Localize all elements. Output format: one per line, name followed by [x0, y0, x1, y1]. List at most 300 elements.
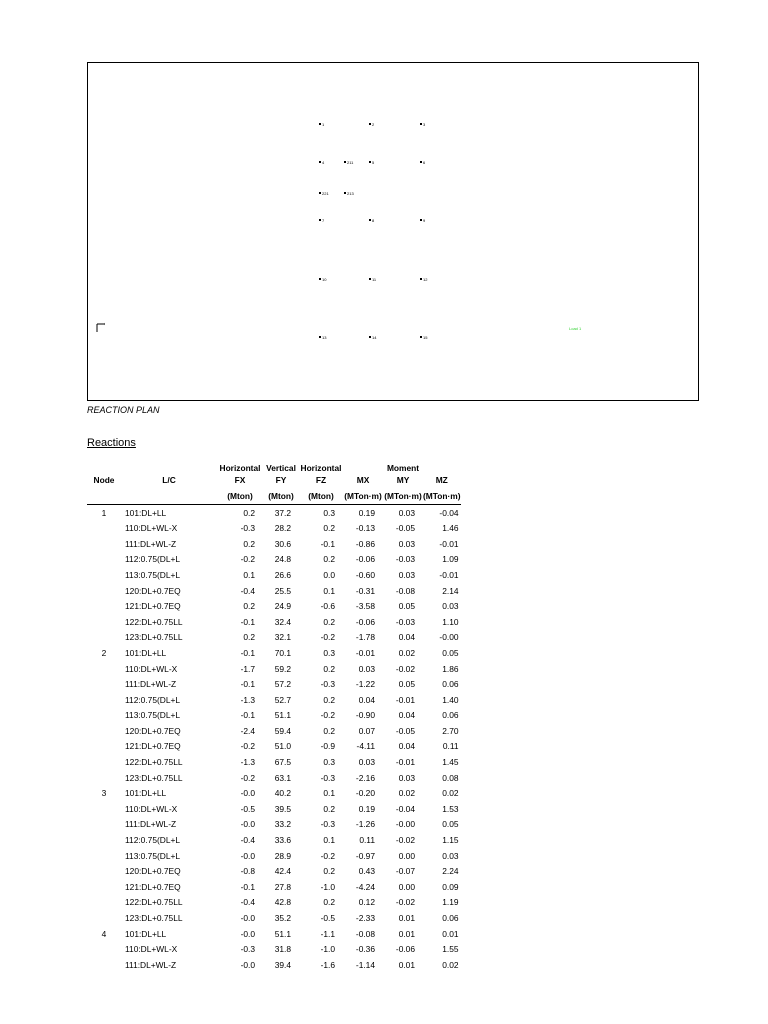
plan-node-label: 10	[322, 277, 327, 282]
fy-cell: 33.6	[274, 835, 291, 846]
plan-caption: REACTION PLAN	[87, 405, 160, 415]
my-cell: 0.03	[398, 569, 415, 580]
plan-node-marker	[369, 161, 374, 165]
fz-cell: 0.3	[323, 507, 335, 518]
mz-cell: 1.46	[442, 523, 459, 534]
mz-cell: 0.03	[442, 601, 459, 612]
load-case-cell: 111:DL+WL-Z	[125, 819, 177, 830]
node-dot-icon	[319, 192, 321, 194]
table-row	[87, 692, 461, 708]
table-row	[87, 739, 461, 755]
my-cell: 0.02	[398, 788, 415, 799]
node-cell	[87, 848, 121, 864]
fy-cell: 42.8	[274, 897, 291, 908]
node-cell	[87, 739, 121, 755]
header-group-horizontal-fz: Horizontal	[300, 462, 342, 473]
mx-cell: -0.01	[355, 647, 375, 658]
header-group-moment: Moment	[386, 462, 420, 473]
mz-cell: 1.86	[442, 663, 459, 674]
my-cell: -0.05	[395, 523, 415, 534]
my-cell: 0.03	[398, 538, 415, 549]
table-row	[87, 520, 461, 536]
fz-cell: 0.3	[323, 647, 335, 658]
mx-cell: -2.16	[355, 772, 375, 783]
reactions-table-body	[87, 504, 461, 972]
fx-cell: -0.1	[240, 710, 255, 721]
node-dot-icon	[369, 219, 371, 221]
node-cell	[87, 941, 121, 957]
load-case-cell: 101:DL+LL	[125, 507, 167, 518]
fx-cell: 0.2	[243, 601, 255, 612]
fx-cell: -1.3	[240, 694, 255, 705]
header-group-vertical: Vertical	[266, 462, 296, 473]
header-fz: FZ	[315, 475, 327, 486]
plan-node-marker	[369, 336, 376, 340]
my-cell: -0.06	[395, 944, 415, 955]
node-cell	[87, 754, 121, 770]
mx-cell: -1.26	[355, 819, 375, 830]
header-group-horizontal-fx: Horizontal	[219, 462, 261, 473]
load-case-cell: 120:DL+0.7EQ	[125, 866, 181, 877]
fz-cell: -1.1	[320, 928, 335, 939]
table-row	[87, 770, 461, 786]
load-case-cell: 123:DL+0.75LL	[125, 913, 183, 924]
plan-node-label: 7	[322, 218, 325, 223]
table-row	[87, 926, 461, 942]
load-case-cell: 101:DL+LL	[125, 647, 167, 658]
plan-node-label: 211	[347, 160, 354, 165]
fy-cell: 42.4	[274, 866, 291, 877]
fy-cell: 59.2	[274, 663, 291, 674]
table-row	[87, 895, 461, 911]
my-cell: 0.03	[398, 772, 415, 783]
plan-node-marker	[420, 336, 427, 340]
plan-node-marker	[319, 219, 324, 223]
fx-cell: 0.2	[243, 632, 255, 643]
table-row	[87, 785, 461, 801]
node-cell	[87, 567, 121, 583]
my-cell: -0.00	[395, 819, 415, 830]
header-label-row	[87, 473, 461, 489]
plan-node-marker	[319, 123, 324, 127]
fz-cell: 0.2	[323, 554, 335, 565]
fz-cell: 0.2	[323, 866, 335, 877]
fx-cell: -0.1	[240, 616, 255, 627]
mx-cell: -0.97	[355, 850, 375, 861]
fx-cell: 0.2	[243, 507, 255, 518]
my-cell: -0.02	[395, 663, 415, 674]
fx-cell: -0.2	[240, 554, 255, 565]
node-cell	[87, 630, 121, 646]
fx-cell: -0.1	[240, 679, 255, 690]
fy-cell: 33.2	[274, 819, 291, 830]
table-row	[87, 910, 461, 926]
my-cell: 0.05	[398, 679, 415, 690]
fy-cell: 31.8	[274, 944, 291, 955]
node-dot-icon	[344, 161, 346, 163]
mz-cell: 0.06	[442, 710, 459, 721]
fy-cell: 63.1	[274, 772, 291, 783]
table-row	[87, 723, 461, 739]
load-case-cell: 121:DL+0.7EQ	[125, 881, 181, 892]
load-case-cell: 122:DL+0.75LL	[125, 897, 183, 908]
fx-cell: 0.2	[243, 538, 255, 549]
fz-cell: -1.0	[320, 944, 335, 955]
my-cell: -0.01	[395, 694, 415, 705]
fz-cell: 0.2	[323, 725, 335, 736]
header-unit-row	[87, 488, 461, 504]
plan-node-label: 12	[423, 277, 428, 282]
mx-cell: -1.22	[355, 679, 375, 690]
node-cell	[87, 957, 121, 973]
table-row	[87, 848, 461, 864]
mz-cell: 1.19	[442, 897, 459, 908]
unit-fy: (Mton)	[263, 488, 299, 504]
mx-cell: -0.36	[355, 944, 375, 955]
node-cell: 3	[101, 788, 107, 799]
table-row	[87, 567, 461, 583]
node-cell	[87, 520, 121, 536]
header-lc: L/C	[162, 475, 176, 486]
table-row	[87, 801, 461, 817]
my-cell: 0.01	[398, 913, 415, 924]
table-row	[87, 630, 461, 646]
fz-cell: 0.3	[323, 757, 335, 768]
node-dot-icon	[319, 219, 321, 221]
mz-cell: -0.04	[439, 507, 459, 518]
mx-cell: -1.14	[355, 959, 375, 970]
plan-node-label: 221	[322, 191, 329, 196]
node-cell	[87, 817, 121, 833]
fx-cell: -0.4	[240, 835, 255, 846]
table-row	[87, 661, 461, 677]
table-row	[87, 941, 461, 957]
load-case-cell: 110:DL+WL-X	[125, 944, 178, 955]
mx-cell: -0.86	[355, 538, 375, 549]
mz-cell: 1.53	[442, 803, 459, 814]
fy-cell: 27.8	[274, 881, 291, 892]
fy-cell: 70.1	[274, 647, 291, 658]
fx-cell: -0.2	[240, 741, 255, 752]
load-case-cell: 120:DL+0.7EQ	[125, 725, 181, 736]
fy-cell: 39.5	[274, 803, 291, 814]
plan-node-label: 15	[423, 335, 428, 340]
node-cell	[87, 801, 121, 817]
fz-cell: 0.2	[323, 897, 335, 908]
header-my: MY	[396, 475, 410, 486]
reaction-plan-frame	[87, 62, 699, 401]
header-mx: MX	[356, 475, 370, 486]
node-cell: 1	[101, 507, 107, 518]
fx-cell: 0.1	[243, 569, 255, 580]
header-fx: FX	[234, 475, 246, 486]
load-case-cell: 112:0.75(DL+L	[125, 694, 181, 705]
node-cell	[87, 910, 121, 926]
my-cell: -0.03	[395, 616, 415, 627]
node-cell	[87, 863, 121, 879]
header-node: Node	[93, 475, 115, 486]
fx-cell: -0.0	[240, 928, 255, 939]
load-case-cell: 123:DL+0.75LL	[125, 632, 183, 643]
load-case-cell: 113:0.75(DL+L	[125, 710, 181, 721]
load-case-cell: 113:0.75(DL+L	[125, 850, 181, 861]
my-cell: -0.04	[395, 803, 415, 814]
plan-node-label: 5	[372, 160, 375, 165]
node-dot-icon	[420, 336, 422, 338]
mz-cell: 1.09	[442, 554, 459, 565]
fy-cell: 32.1	[274, 632, 291, 643]
table-row	[87, 676, 461, 692]
table-row	[87, 832, 461, 848]
node-dot-icon	[369, 123, 371, 125]
plan-node-label: 3	[423, 122, 426, 127]
mz-cell: 0.08	[442, 772, 459, 783]
load-case-cell: 101:DL+LL	[125, 788, 167, 799]
mx-cell: -4.24	[355, 881, 375, 892]
unit-fz: (Mton)	[299, 488, 343, 504]
fy-cell: 32.4	[274, 616, 291, 627]
plan-node-marker	[369, 278, 376, 282]
node-cell	[87, 598, 121, 614]
load-case-cell: 111:DL+WL-Z	[125, 538, 177, 549]
mx-cell: -0.08	[355, 928, 375, 939]
fz-cell: 0.2	[323, 694, 335, 705]
mx-cell: 0.07	[358, 725, 375, 736]
load-case-cell: 122:DL+0.75LL	[125, 616, 183, 627]
mz-cell: 0.02	[442, 788, 459, 799]
table-row	[87, 504, 461, 520]
my-cell: 0.01	[398, 959, 415, 970]
plan-node-marker	[319, 336, 326, 340]
fx-cell: -0.4	[240, 585, 255, 596]
mz-cell: 0.03	[442, 850, 459, 861]
load-case-cell: 112:0.75(DL+L	[125, 835, 181, 846]
fy-cell: 57.2	[274, 679, 291, 690]
header-mz: MZ	[435, 475, 448, 486]
table-row	[87, 817, 461, 833]
fx-cell: -0.1	[240, 881, 255, 892]
node-dot-icon	[344, 192, 346, 194]
fz-cell: 0.1	[323, 585, 335, 596]
mz-cell: 0.11	[442, 741, 459, 752]
node-dot-icon	[319, 336, 321, 338]
mx-cell: -0.06	[355, 554, 375, 565]
plan-node-label: 8	[372, 218, 375, 223]
node-cell	[87, 536, 121, 552]
fy-cell: 24.9	[274, 601, 291, 612]
mz-cell: 0.09	[442, 881, 459, 892]
plan-node-label: 6	[423, 160, 426, 165]
plan-node-marker	[420, 123, 425, 127]
mx-cell: 0.03	[358, 757, 375, 768]
plan-node-label: 9	[423, 218, 426, 223]
fz-cell: -0.1	[320, 538, 335, 549]
fy-cell: 28.9	[274, 850, 291, 861]
node-dot-icon	[369, 161, 371, 163]
fy-cell: 28.2	[274, 523, 291, 534]
load-case-cell: 121:DL+0.7EQ	[125, 601, 181, 612]
mz-cell: -0.01	[439, 538, 459, 549]
fx-cell: -0.0	[240, 913, 255, 924]
node-dot-icon	[319, 123, 321, 125]
node-dot-icon	[420, 219, 422, 221]
fx-cell: -0.0	[240, 819, 255, 830]
load-case-cell: 110:DL+WL-X	[125, 663, 178, 674]
my-cell: 0.00	[398, 881, 415, 892]
fz-cell: 0.2	[323, 663, 335, 674]
unit-mx: (MTon·m)	[343, 488, 383, 504]
mz-cell: 0.01	[442, 928, 459, 939]
node-cell	[87, 895, 121, 911]
load-case-cell: 123:DL+0.75LL	[125, 772, 183, 783]
mx-cell: 0.43	[358, 866, 375, 877]
unit-fx: (Mton)	[217, 488, 263, 504]
table-row	[87, 536, 461, 552]
node-cell: 4	[101, 928, 107, 939]
my-cell: -0.08	[395, 585, 415, 596]
header-fy: FY	[275, 475, 287, 486]
my-cell: -0.07	[395, 866, 415, 877]
mz-cell: 0.05	[442, 647, 459, 658]
unit-mz: (MTon·m)	[423, 488, 461, 504]
node-dot-icon	[420, 123, 422, 125]
plan-node-label: 13	[322, 335, 327, 340]
fy-cell: 35.2	[274, 913, 291, 924]
fy-cell: 51.1	[274, 928, 291, 939]
fx-cell: -0.4	[240, 897, 255, 908]
fx-cell: -0.0	[240, 788, 255, 799]
fx-cell: -0.3	[240, 523, 255, 534]
my-cell: 0.00	[398, 850, 415, 861]
fz-cell: -0.3	[320, 819, 335, 830]
fz-cell: 0.2	[323, 616, 335, 627]
fz-cell: -0.5	[320, 913, 335, 924]
table-row	[87, 598, 461, 614]
load-case-cell: 111:DL+WL-Z	[125, 959, 177, 970]
fz-cell: 0.1	[323, 835, 335, 846]
my-cell: 0.04	[398, 710, 415, 721]
mx-cell: -0.20	[355, 788, 375, 799]
node-cell	[87, 661, 121, 677]
mx-cell: 0.03	[358, 663, 375, 674]
plan-node-marker	[420, 161, 425, 165]
mz-cell: 1.40	[442, 694, 459, 705]
node-cell	[87, 879, 121, 895]
fy-cell: 39.4	[274, 959, 291, 970]
my-cell: 0.01	[398, 928, 415, 939]
fx-cell: -2.4	[240, 725, 255, 736]
my-cell: -0.03	[395, 554, 415, 565]
fx-cell: -0.3	[240, 944, 255, 955]
mx-cell: -0.06	[355, 616, 375, 627]
my-cell: 0.04	[398, 632, 415, 643]
table-row	[87, 708, 461, 724]
mz-cell: 2.14	[442, 585, 459, 596]
mx-cell: -2.33	[355, 913, 375, 924]
fz-cell: -1.6	[320, 959, 335, 970]
my-cell: 0.02	[398, 647, 415, 658]
load-case-cell: 122:DL+0.75LL	[125, 757, 183, 768]
plan-node-marker	[319, 161, 324, 165]
plan-node-label: 4	[322, 160, 325, 165]
table-row	[87, 957, 461, 973]
my-cell: 0.05	[398, 601, 415, 612]
my-cell: 0.03	[398, 507, 415, 518]
my-cell: -0.01	[395, 757, 415, 768]
plan-node-label: 213	[347, 191, 354, 196]
unit-my: (MTon·m)	[383, 488, 423, 504]
mx-cell: -3.58	[355, 601, 375, 612]
fx-cell: -0.5	[240, 803, 255, 814]
plan-node-marker	[369, 123, 374, 127]
my-cell: 0.04	[398, 741, 415, 752]
fy-cell: 51.1	[274, 710, 291, 721]
fz-cell: -0.2	[320, 850, 335, 861]
mx-cell: -0.13	[355, 523, 375, 534]
table-row	[87, 879, 461, 895]
mx-cell: 0.11	[359, 835, 375, 846]
fy-cell: 24.8	[274, 554, 291, 565]
plan-node-marker	[319, 192, 329, 196]
fx-cell: -0.2	[240, 772, 255, 783]
table-row	[87, 583, 461, 599]
plan-node-label: 1	[322, 122, 325, 127]
node-cell	[87, 583, 121, 599]
fz-cell: -0.2	[320, 632, 335, 643]
plan-node-marker	[420, 278, 427, 282]
mx-cell: -4.11	[356, 741, 375, 752]
fz-cell: -0.6	[320, 601, 335, 612]
load-case-cell: 101:DL+LL	[125, 928, 167, 939]
mz-cell: -0.00	[439, 632, 459, 643]
node-cell	[87, 676, 121, 692]
load-case-cell: 110:DL+WL-X	[125, 803, 178, 814]
plan-node-marker	[344, 161, 353, 165]
fx-cell: -0.8	[240, 866, 255, 877]
mz-cell: 0.02	[442, 959, 459, 970]
table-row	[87, 754, 461, 770]
mz-cell: 1.45	[442, 757, 459, 768]
fz-cell: -1.0	[320, 881, 335, 892]
plan-node-label: 14	[372, 335, 377, 340]
my-cell: -0.02	[395, 835, 415, 846]
mx-cell: -0.90	[355, 710, 375, 721]
mx-cell: -0.60	[355, 569, 375, 580]
mz-cell: 1.10	[442, 616, 459, 627]
mz-cell: 0.05	[442, 819, 459, 830]
fx-cell: -0.0	[240, 850, 255, 861]
load-case-cell: 112:0.75(DL+L	[125, 554, 181, 565]
table-row	[87, 552, 461, 568]
mx-cell: 0.19	[358, 507, 375, 518]
fz-cell: -0.2	[320, 710, 335, 721]
node-dot-icon	[420, 161, 422, 163]
plan-node-label: 2	[372, 122, 375, 127]
load-case-cell: 121:DL+0.7EQ	[125, 741, 181, 752]
mx-cell: 0.19	[358, 803, 375, 814]
node-cell: 2	[101, 647, 107, 658]
fy-cell: 25.5	[274, 585, 291, 596]
node-dot-icon	[319, 278, 321, 280]
table-row	[87, 645, 461, 661]
fx-cell: -0.1	[240, 647, 255, 658]
table-row	[87, 614, 461, 630]
fy-cell: 52.7	[274, 694, 291, 705]
fx-cell: -1.7	[240, 663, 255, 674]
my-cell: -0.05	[395, 725, 415, 736]
node-cell	[87, 708, 121, 724]
fy-cell: 51.0	[274, 741, 291, 752]
